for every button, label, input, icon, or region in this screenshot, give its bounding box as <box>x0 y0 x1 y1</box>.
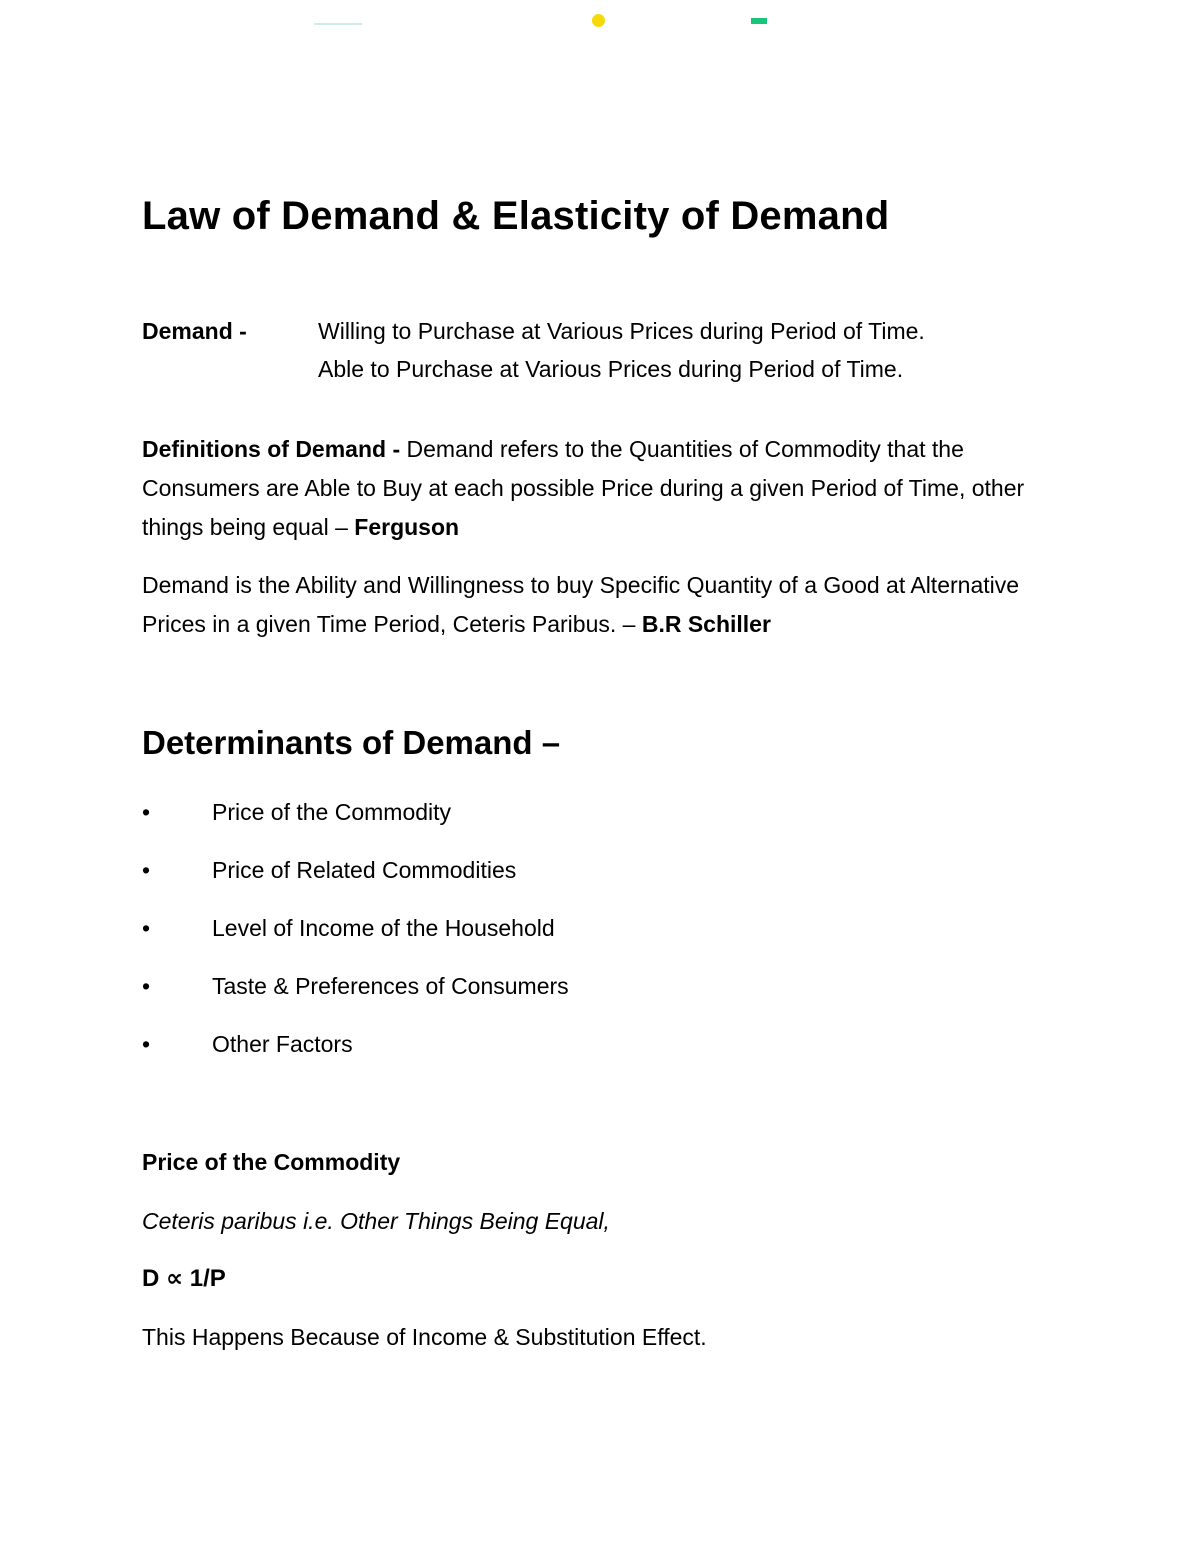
list-item-label: Taste & Preferences of Consumers <box>212 973 569 999</box>
schiller-text: Demand is the Ability and Willingness to buy Specific Quantity of a Good at Alternative Prices in a given Time Period, Ceteris Paribus. – <box>142 572 1020 637</box>
page-title: Law of Demand & Elasticity of Demand <box>142 194 890 238</box>
definitions-author: Ferguson <box>354 514 460 540</box>
definitions-label: Definitions of Demand - <box>142 436 401 462</box>
bullet-icon: • <box>142 799 151 825</box>
top-decor-line <box>314 23 362 25</box>
demand-label: Demand - <box>142 318 247 344</box>
list-item-label: Level of Income of the Household <box>212 915 555 941</box>
bullet-icon: • <box>142 1031 151 1057</box>
top-decor-dash <box>751 18 767 24</box>
ceteris-paribus-text: Ceteris paribus i.e. Other Things Being Equal, <box>142 1208 610 1234</box>
bullet-icon: • <box>142 915 151 941</box>
schiller-author: B.R Schiller <box>641 611 771 637</box>
demand-formula: D ∝ 1/P <box>142 1265 226 1292</box>
demand-lines <box>318 312 925 388</box>
explanation-text: This Happens Because of Income & Substitution Effect. <box>142 1324 707 1350</box>
list-item-label: Price of Related Commodities <box>212 857 517 883</box>
bullet-icon: • <box>142 857 151 883</box>
demand-line-willing: Willing to Purchase at Various Prices during Period of Time. <box>318 318 925 344</box>
schiller-paragraph <box>142 566 1057 644</box>
list-item-label: Other Factors <box>212 1031 353 1057</box>
bullet-icon: • <box>142 973 151 999</box>
definitions-paragraph <box>142 430 1057 547</box>
price-section-heading: Price of the Commodity <box>142 1149 401 1175</box>
determinants-heading: Determinants of Demand – <box>142 724 561 761</box>
top-decor-dot <box>592 14 605 27</box>
demand-line-able: Able to Purchase at Various Prices during Period of Time. <box>318 356 904 382</box>
definitions-text: Demand refers to the Quantities of Commodity that the Consumers are Able to Buy at each possible Price during a given Period of Time, other things being equal – <box>142 436 1025 540</box>
list-item-label: Price of the Commodity <box>212 799 452 825</box>
